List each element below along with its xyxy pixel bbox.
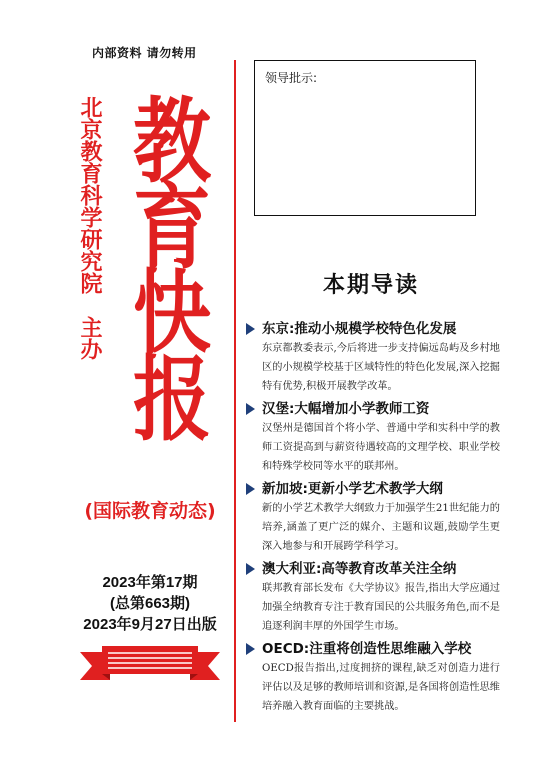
issue-date: 2023年9月27日出版 [83, 616, 217, 633]
toc-item-oecd [246, 640, 500, 716]
toc-item-tokyo [246, 320, 500, 396]
toc-heading [246, 640, 500, 659]
toc-title: 本期导读 [322, 272, 419, 298]
arrow-right-icon [246, 483, 255, 495]
toc-summary: OECD报告指出,过度拥挤的课程,缺乏对创造力进行评估以及足够的教师培训和资源,是各国将创造性思维培养融入教育面临的主要挑战。 [262, 663, 500, 712]
arrow-right-icon [246, 563, 255, 575]
sponsor-role: 主办 [77, 316, 102, 360]
subtitle: (国际教育动态) [84, 500, 216, 522]
toc-heading [246, 320, 500, 339]
toc-heading [246, 560, 500, 579]
toc-heading-text: 澳大利亚:高等教育改革关注全纳 [262, 561, 457, 577]
table-of-contents [246, 320, 500, 720]
toc-heading-text: 汉堡:大幅增加小学教师工资 [262, 401, 430, 417]
issue-info [70, 572, 230, 635]
toc-summary: 联邦教育部长发布《大学协议》报告,指出大学应通过加强全纳教育专注于教育国民的公共服务角色,而不是追逐利润丰厚的外国学生市场。 [262, 583, 500, 632]
title-char-2: 育 [132, 175, 211, 282]
toc-summary: 汉堡州是德国首个将小学、普通中学和实科中学的教师工资提高到与薪资待遇较高的文理学校、职业学校和特殊学校同等水平的联邦州。 [262, 423, 500, 472]
sponsor-vertical [66, 96, 102, 360]
arrow-right-icon [246, 403, 255, 415]
toc-heading [246, 480, 500, 499]
toc-heading-text: OECD:注重将创造性思维融入学校 [262, 641, 472, 657]
toc-heading-text: 东京:推动小规模学校特色化发展 [262, 321, 457, 337]
arrow-right-icon [246, 323, 255, 335]
title-char-4: 报 [132, 347, 211, 454]
approval-label: 领导批示: [265, 71, 318, 85]
toc-heading [246, 400, 500, 419]
masthead-title [118, 89, 226, 454]
toc-item-australia [246, 560, 500, 636]
issue-total: (总第663期) [109, 595, 191, 612]
internal-notice: 内部资料 请勿转用 [92, 46, 197, 60]
toc-summary: 新的小学艺术教学大纲致力于加强学生21世纪能力的培养,涵盖了更广泛的媒介、主题和议题,鼓励学生更深入地参与和开展跨学科学习。 [262, 503, 500, 552]
toc-item-hamburg [246, 400, 500, 476]
arrow-right-icon [246, 643, 255, 655]
toc-item-singapore [246, 480, 500, 556]
vertical-divider [234, 60, 236, 722]
ribbon-ornament-icon [80, 640, 220, 690]
toc-heading-text: 新加坡:更新小学艺术教学大纲 [262, 481, 443, 497]
toc-summary: 东京都教委表示,今后将进一步支持偏远岛屿及乡村地区的小规模学校基于区域特性的特色化发展,深入挖掘特有优势,积极开展教学改革。 [262, 343, 500, 392]
title-char-1: 教 [132, 89, 211, 196]
sponsor-name: 北京教育科学研究院 [77, 96, 102, 294]
approval-box [254, 60, 476, 216]
title-char-3: 快 [132, 261, 211, 368]
issue-number: 2023年第17期 [102, 574, 198, 591]
